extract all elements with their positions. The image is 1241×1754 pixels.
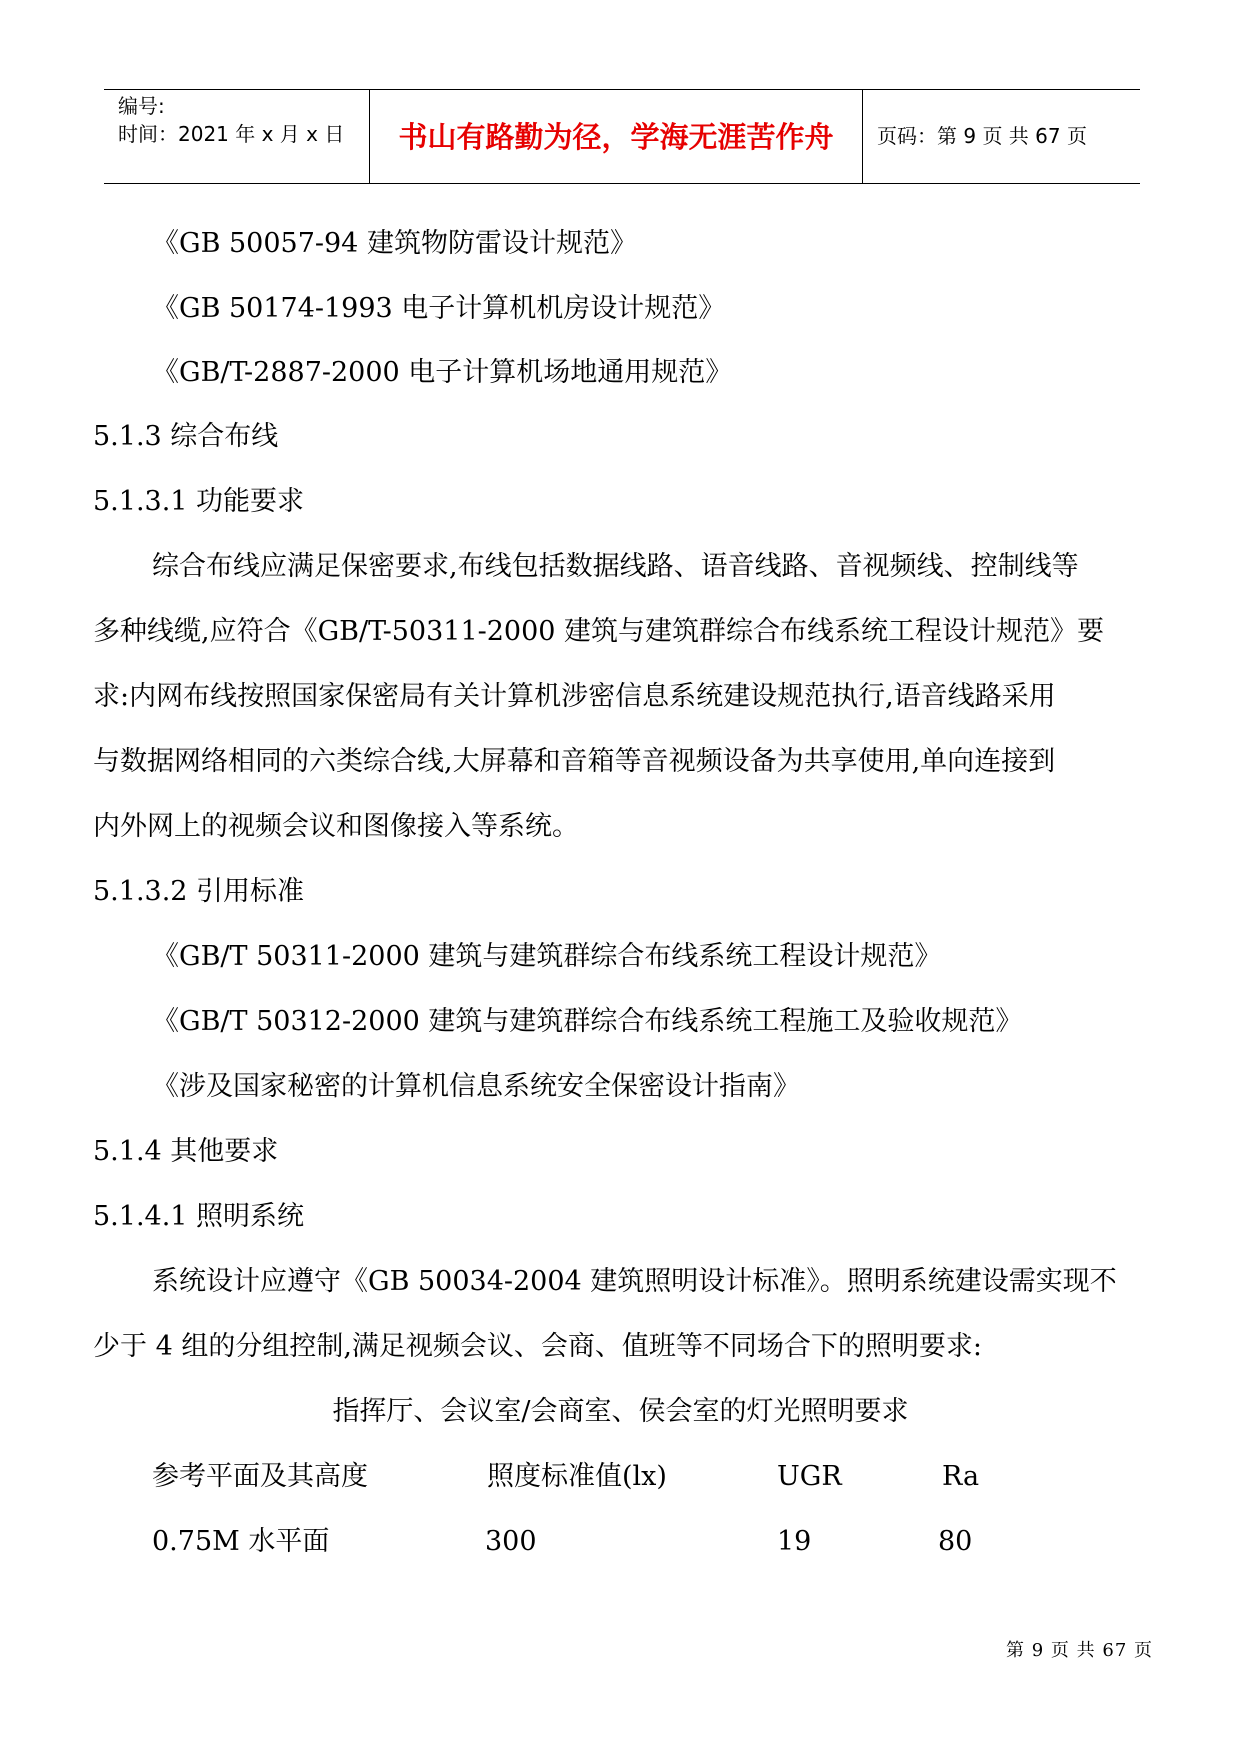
- paragraph-line: 与数据网络相同的六类综合线,大屏幕和音箱等音视频设备为共享使用,单向连接到: [93, 746, 1056, 777]
- paragraph-line: 求:内网布线按照国家保密局有关计算机涉密信息系统建设规范执行,语音线路采用: [93, 681, 1056, 712]
- header-page-cell: [863, 90, 1140, 183]
- document-time: 时间：2021 年 x 月 x 日: [118, 122, 345, 146]
- table-cell: 80: [938, 1526, 973, 1557]
- table-title: 指挥厅、会议室/会商室、侯会室的灯光照明要求: [332, 1396, 909, 1427]
- reference-security-guide: 《涉及国家秘密的计算机信息系统安全保密设计指南》: [152, 1071, 800, 1102]
- reference-gbt50311: 《GB/T 50311-2000 建筑与建筑群综合布线系统工程设计规范》: [152, 941, 942, 972]
- table-cell: 19: [777, 1526, 812, 1557]
- section-heading-5-1-3: 5.1.3 综合布线: [93, 421, 279, 452]
- page-header: [104, 89, 1140, 184]
- table-header-cell: 照度标准值(lx): [487, 1461, 667, 1492]
- table-header-cell: 参考平面及其高度: [152, 1461, 368, 1492]
- section-heading-5-1-3-1: 5.1.3.1 功能要求: [93, 486, 305, 517]
- reference-gb50174: 《GB 50174-1993 电子计算机机房设计规范》: [152, 293, 726, 324]
- paragraph-line: 多种线缆,应符合《GB/T-50311-2000 建筑与建筑群综合布线系统工程设计规范》要: [93, 616, 1105, 647]
- document-number-label: 编号:: [118, 94, 165, 118]
- paragraph-line: 系统设计应遵守《GB 50034-2004 建筑照明设计标准》。照明系统建设需实现不: [152, 1266, 1117, 1297]
- table-header-cell: Ra: [942, 1461, 980, 1492]
- table-header-cell: UGR: [777, 1461, 842, 1492]
- header-meta-cell: [104, 90, 369, 183]
- page-footer: 第 9 页 共 67 页: [1006, 1640, 1153, 1661]
- table-cell: 0.75M 水平面: [152, 1526, 330, 1557]
- paragraph-line: 综合布线应满足保密要求,布线包括数据线路、语音线路、音视频线、控制线等: [152, 551, 1079, 582]
- table-cell: 300: [485, 1526, 537, 1557]
- section-heading-5-1-4-1: 5.1.4.1 照明系统: [93, 1201, 305, 1232]
- header-motto-cell: [369, 90, 863, 183]
- section-heading-5-1-3-2: 5.1.3.2 引用标准: [93, 876, 305, 907]
- section-heading-5-1-4: 5.1.4 其他要求: [93, 1136, 279, 1167]
- paragraph-line: 内外网上的视频会议和图像接入等系统。: [93, 811, 579, 842]
- reference-gbt50312: 《GB/T 50312-2000 建筑与建筑群综合布线系统工程施工及验收规范》: [152, 1006, 1023, 1037]
- header-page-code: 页码：第 9 页 共 67 页: [877, 124, 1087, 148]
- reference-gbt2887: 《GB/T-2887-2000 电子计算机场地通用规范》: [152, 357, 733, 388]
- header-motto: 书山有路勤为径，学海无涯苦作舟: [398, 120, 834, 154]
- paragraph-line: 少于 4 组的分组控制,满足视频会议、会商、值班等不同场合下的照明要求:: [93, 1331, 983, 1362]
- reference-gb50057: 《GB 50057-94 建筑物防雷设计规范》: [152, 228, 637, 259]
